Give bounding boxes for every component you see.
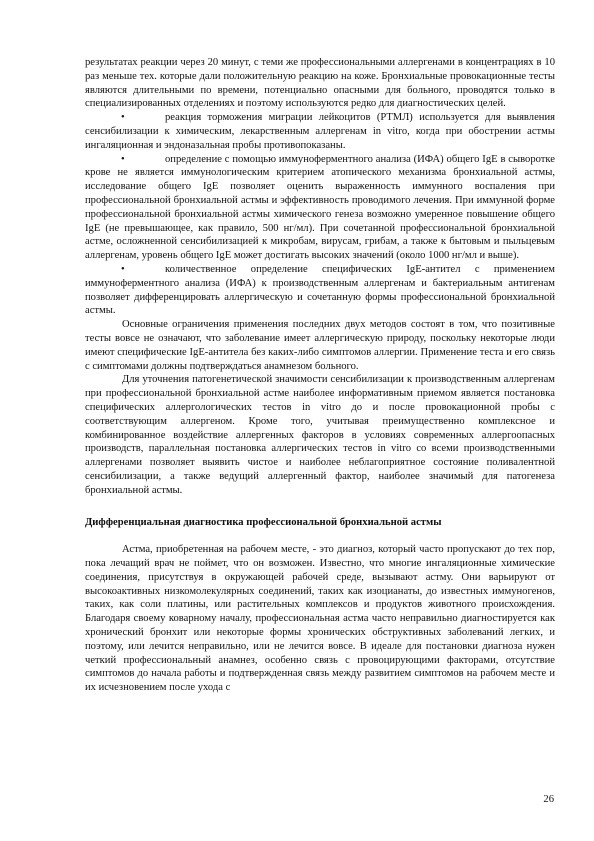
bullet-total-ige-text: определение с помощью иммуноферментного анализа (ИФА) общего IgE в сыворотке крове не является иммунологическим критерием атопического механизма бронхиальной астмы, исследование общего IgE позволяет оценить выраженность иммунного воспаления при профессиональной бронхиальной астмы и эффективность проводимого лечения. При иммунной форме профессиональной бронхиальной астмы химического генеза возможно умеренное повышение общего IgE (не превышающее, как правило, 500 нг/мл). При сочетанной профессиональной бронхиальной астме, осложненной сенсибилизацией к микробам, вирусам, грибам, а также к бытовым и пыльцевым аллергенам, уровень общего IgE может достигать высоких значений (около 1000 нг/мл и выше). [85, 153, 555, 262]
bullet-rtml [85, 111, 555, 152]
bullet-icon: • [121, 153, 125, 165]
bullet-icon: • [121, 263, 125, 275]
bullet-icon: • [121, 112, 125, 124]
bullet-specific-ige [85, 263, 555, 318]
bullet-specific-ige-text: количественное определение специфических IgE-антител с применением иммуноферментного анализа (ИФА) к производственным аллергенам и бактериальным антигенам позволяет дифференцировать аллергическую и сочетанную формы профессиональной бронхиальной астмы. [85, 263, 555, 317]
paragraph-occupational-asthma: Астма, приобретенная на рабочем месте, - это диагноз, который часто пропускают до тех пор, пока лечащий врач не поймет, что он возможен. Известно, что многие ингаляционные химические соединения, присутствуя в окружающей рабочей среде, вызывают астму. Они варьируют от высокоактивных низкомолекулярных соединений, таких как изоцианаты, до известных иммуногенов, таких, как соли платины, или растительных комплексов и продуктов животного происхождения. Благодаря своему коварному началу, профессиональная астма часто неправильно диагностируется как хронический бронхит или некоторые формы хронических обструктивных заболеваний легких, и поэтому, или лечится неправильно, или не лечится вовсе. В идеале для постановки диагноза нужен четкий профессиональный анамнез, особенно связь с провоцирующими факторами, отсутствие симптомов до начала работы и подтвержденная связь между развитием симптомов на рабочем месте и их исчезновением после ухода с [85, 544, 555, 694]
page-number: 26 [543, 794, 554, 805]
paragraph-limitations: Основные ограничения применения последних двух методов состоят в том, что позитивные тесты вовсе не означают, что заболевание имеет аллергическую природу, поскольку некоторые люди имеют специфические IgE-антитела без каких-либо симптомов аллергии. Применение теста и его связь с симптомами должны подтверждаться анамнезом больного. [85, 319, 555, 372]
document-page [85, 56, 555, 695]
paragraph-continuation: результатах реакции через 20 минут, с теми же профессиональными аллергенами в концентрациях в 10 раз меньше тех. которые дали положительную реакцию на коже. Бронхиальные провокационные тесты являются длительными по времени, потенциально опасными для больного, проводятся только в специализированных отделениях и поэтому используются редко для диагностических целей. [85, 57, 555, 110]
section-title: Дифференциальная диагностика профессиональной бронхиальной астмы [85, 516, 442, 528]
bullet-rtml-text: реакция торможения миграции лейкоцитов (РТМЛ) используется для выявления сенсибилизации к химическим, лекарственным аллергенам in vitro, когда при обострении астмы ингаляционная и эндоназальная пробы противопоказаны. [85, 112, 555, 151]
bullet-total-ige [85, 153, 555, 263]
paragraph-in-vitro-tests: Для уточнения патогенетической значимости сенсибилизации к производственным аллергенам при профессиональной бронхиальной астме наиболее информативным приемом является постановка специфических аллергологических тестов in vitro до и после провокационной пробы с соответствующим аллергеном. Кроме того, учитывая преимущественно комплексное и комбинированное воздействие аллергенных факторов в условиях современных аллергоопасных производств, параллельная постановка аллергических тестов in vitro со всеми производственными аллергенами позволяет выявить чистое и наиболее неблагоприятное состояние поливалентной сенсибилизации, а также ведущий аллергенный фактор, наиболее значимый для патогенеза бронхиальной астмы. [85, 374, 555, 496]
